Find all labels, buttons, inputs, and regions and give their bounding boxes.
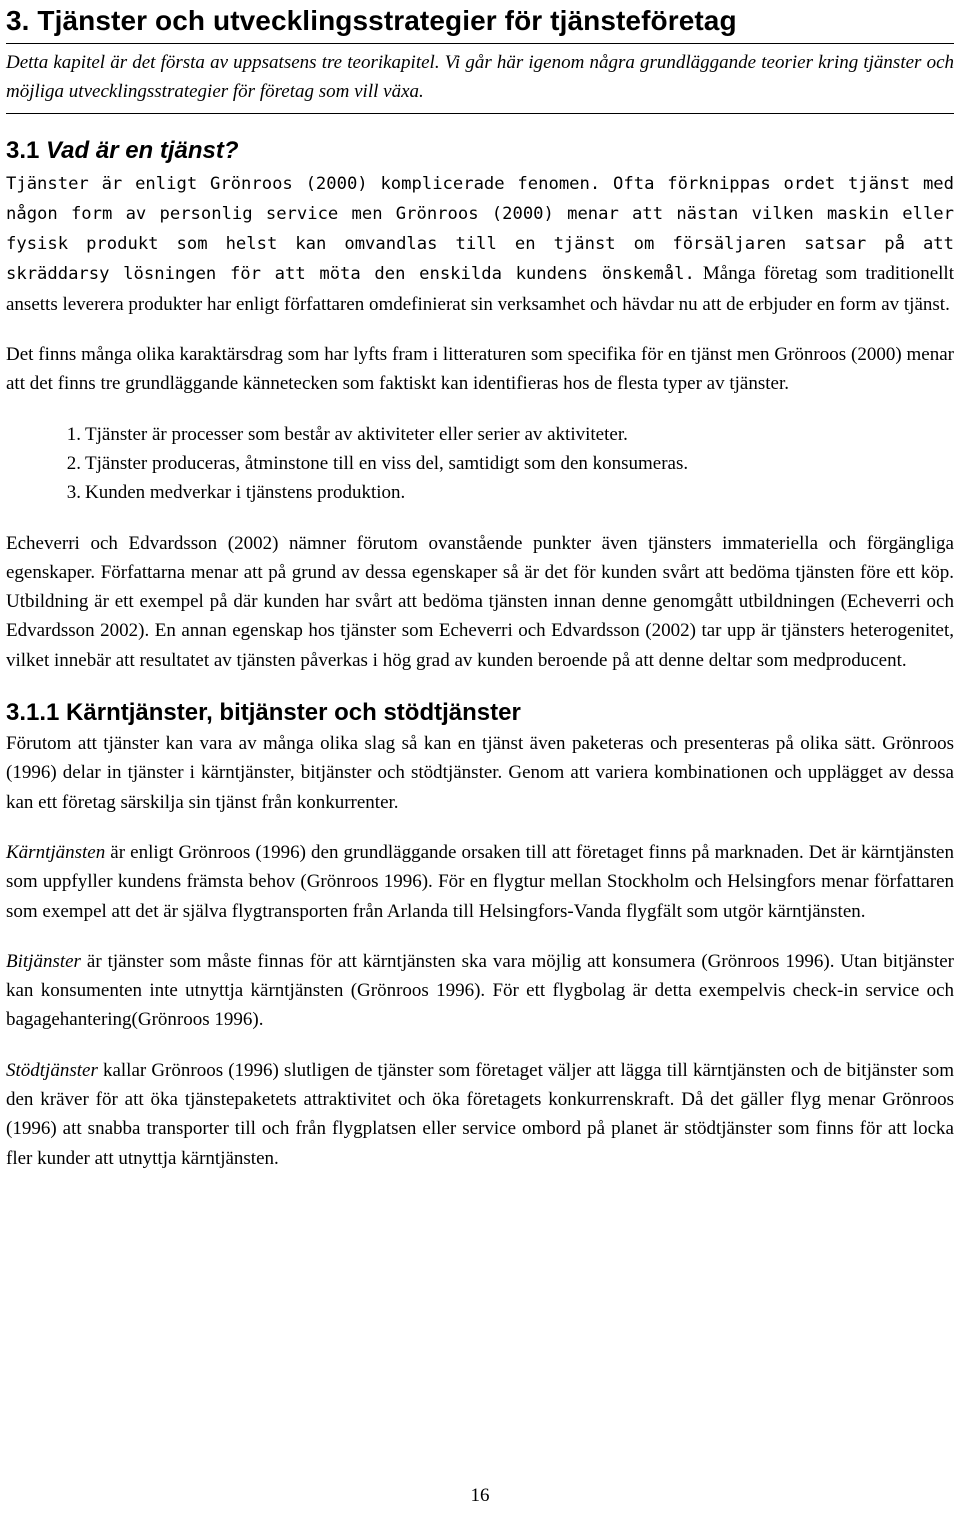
paragraph-body: är tjänster som måste finnas för att kärntjänsten ska vara möjlig att konsumera (Grönroos 1996). Utan bitjänster kan konsumenten inte utnyttja kärntjänsten (Grönroos 1996). För ett flygbolag är detta exempelvis check-in service och bagagehantering(Grönroos 1996). [6,950,954,1031]
list-text: Tjänster är processer som består av aktiviteter eller serier av aktiviteter. [85,423,628,445]
chapter-intro: Detta kapitel är det första av uppsatsens tre teorikapitel. Vi går här igenom några grundläggande teorier kring tjänster och möjliga utvecklingsstrategier för företag som vill växa. [6,44,954,114]
page-number: 16 [470,1485,490,1506]
list-text: Kunden medverkar i tjänstens produktion. [85,482,406,504]
paragraph-lead-mono: Tjänster är enligt Grönroos (2000) komplicerade fenomen. [6,173,601,194]
paragraph [6,838,954,926]
paragraph: Förutom att tjänster kan vara av många olika slag så kan en tjänst även paketeras och presenteras på olika sätt. Grönroos (1996) delar in tjänster i kärntjänster, bitjänster och stödtjänster. Genom att variera kombinationen och upplägget av dessa kan ett företag särskilja sin tjänst från konkurrenter. [6,733,954,813]
paragraph [6,169,954,319]
section-heading-3-1 [6,136,954,166]
paragraph [6,947,954,1035]
list-item [6,478,954,507]
list-number: 1. [66,423,81,445]
paragraph [6,1056,954,1173]
paragraph-body: kallar Grönroos (1996) slutligen de tjänster som företaget väljer att lägga till kärntjänsten och de bitjänster som den kräver för att öka tjänstepaketets attraktivitet och öka företagets konkurrenskraft. Då det gäller flyg menar Grönroos (1996) att snabba transporter till och från flygplatsen eller service ombord på planet är stödtjänster som finns för att locka fler kunder att utnyttja kärntjänsten. [6,1059,954,1169]
characteristics-list [6,420,954,508]
paragraph-body-mono: Ofta förknippas ordet tjänst med någon form av personlig service men Grönroos (2000) menar att nästan vilken maskin eller fysisk produkt som helst kan omvandlas till en tjänst om försäljaren satsar på att skräddarsy lösningen för att möta den enskilda kundens önskemål. [6,173,954,285]
paragraph: Echeverri och Edvardsson (2002) nämner förutom ovanstående punkter även tjänsters immateriella och förgängliga egenskaper. Författarna menar att på grund av dessa egenskaper så är det för kunden svårt att bedöma tjänsten före ett köp. Utbildning är ett exempel på där kunden har svårt att bedöma tjänsten innan denne genomgått utbildningen (Echeverri och Edvardsson 2002). En annan egenskap hos tjänster som Echeverri och Edvardsson (2002) tar upp är tjänsters heterogenitet, vilket innebär att resultatet av tjänsten påverkas i hög grad av kunden beroende på att denne deltar som medproducent. [6,532,954,671]
section-number: 3.1 [6,136,40,164]
paragraph: Det finns många olika karaktärsdrag som har lyfts fram i litteraturen som specifika för en tjänst men Grönroos (2000) menar att det finns tre grundläggande kännetecken som faktiskt kan identifieras hos de flesta typer av tjänster. [6,344,954,395]
term-supporting-service: Stödtjänster [6,1059,98,1081]
subsection-heading-3-1-1: 3.1.1 Kärntjänster, bitjänster och stödtjänster [6,699,521,727]
chapter-title: 3. Tjänster och utvecklingsstrategier för tjänsteföretag [6,5,737,36]
list-number: 3. [66,482,81,504]
list-number: 2. [66,452,81,474]
section-title: Vad är en tjänst? [46,136,239,164]
paragraph-tail: Många företag som traditionellt ansetts leverera produkter har enligt författaren omdefinierat sin verksamhet och hävdar nu att de erbjuder en form av tjänst. [6,263,954,315]
list-text: Tjänster produceras, åtminstone till en viss del, samtidigt som den konsumeras. [85,452,689,474]
list-item [6,420,954,449]
term-facilitating-service: Bitjänster [6,950,81,972]
document-page [6,0,954,1173]
term-core-service: Kärntjänsten [6,841,106,863]
list-item [6,449,954,478]
paragraph-body: är enligt Grönroos (1996) den grundläggande orsaken till att företaget finns på marknaden. Det är kärntjänsten som uppfyller kundens främsta behov (Grönroos 1996). För en flygtur mellan Stockholm och Helsingfors menar författaren som exempel att det är själva flygtransporten från Arlanda till Helsingfors-Vanda flygfält som utgör kärntjänsten. [6,841,954,922]
